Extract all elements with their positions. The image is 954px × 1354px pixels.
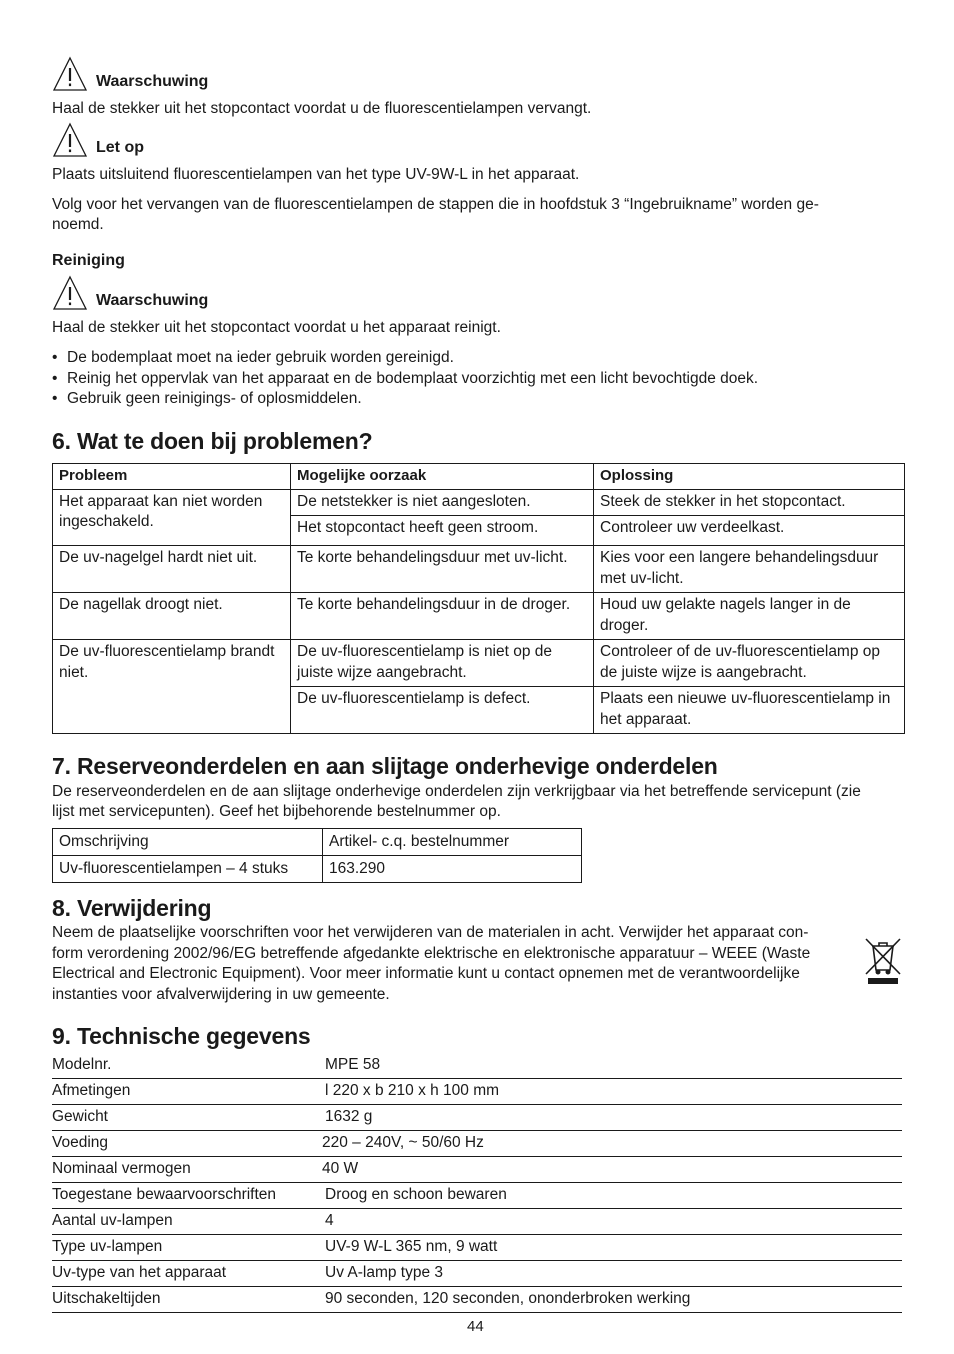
disposal-text-line: form verordening 2002/96/EG betreffende afgedankte elektrische en elektronische apparatuur – WEEE (Waste	[52, 945, 811, 962]
table-cell: Controleer of de uv-fluorescentielamp op de juiste wijze is aangebracht.	[594, 640, 905, 687]
spec-value: 90 seconden, 120 seconden, ononderbroken werking	[325, 1290, 691, 1307]
caution-block	[52, 122, 144, 158]
page-number: 44	[467, 1318, 484, 1335]
spec-value: UV-9 W-L 365 nm, 9 watt	[325, 1238, 498, 1255]
cleaning-bullet-list	[52, 348, 758, 410]
spec-value: Uv A-lamp type 3	[325, 1264, 444, 1281]
caution-title: Let op	[96, 139, 144, 156]
caution-text: Plaats uitsluitend fluorescentielampen van het type UV-9W-L in het apparaat.	[52, 166, 580, 183]
spec-label: Type uv-lampen	[52, 1238, 163, 1255]
spec-value: 40 W	[322, 1160, 359, 1177]
table-cell: De uv-nagelgel hardt niet uit.	[53, 546, 291, 593]
warning-triangle-icon	[52, 275, 88, 311]
disposal-text-line: Neem de plaatselijke voorschriften voor het verwijderen van de materialen in acht. Verwijder het apparaat con-	[52, 924, 809, 941]
table-cell: Te korte behandelingsduur in de droger.	[291, 593, 594, 640]
parts-table	[52, 828, 582, 883]
parts-intro-line: lijst met servicepunten). Geef het bijbehorende bestelnummer op.	[52, 803, 501, 820]
warning-block	[52, 275, 208, 311]
spec-label: Nominaal vermogen	[52, 1160, 191, 1177]
list-item: • Gebruik geen reinigings- of oplosmiddelen.	[52, 389, 758, 410]
follow-text-line: Volg voor het vervangen van de fluorescentielampen de stappen die in hoofdstuk 3 “Ingebruikname” worden ge-	[52, 196, 819, 213]
spec-label: Uv-type van het apparaat	[52, 1264, 227, 1281]
warning-title: Waarschuwing	[96, 73, 209, 90]
section-heading: 9. Technische gegevens	[52, 1023, 311, 1049]
table-row	[52, 1104, 902, 1131]
spec-label: Uitschakeltijden	[52, 1290, 161, 1307]
table-row	[53, 593, 905, 640]
table-cell: De uv-fluorescentielamp is niet op de juiste wijze aangebracht.	[291, 640, 594, 687]
warning-triangle-icon	[52, 56, 88, 92]
spec-value: 220 – 240V, ~ 50/60 Hz	[322, 1134, 484, 1151]
table-cell: De uv-fluorescentielamp is defect.	[291, 687, 594, 734]
table-header-row	[53, 829, 582, 856]
table-row	[52, 1208, 902, 1235]
warning-triangle-icon	[52, 122, 88, 158]
spec-label: Modelnr.	[52, 1056, 112, 1073]
table-cell: 163.290	[323, 856, 582, 883]
table-cell: Uv-fluorescentielampen – 4 stuks	[53, 856, 323, 883]
column-header: Oplossing	[594, 464, 905, 490]
spec-label: Gewicht	[52, 1108, 108, 1125]
table-row	[52, 1234, 902, 1261]
column-header: Artikel- c.q. bestelnummer	[323, 829, 582, 856]
cleaning-heading: Reiniging	[52, 252, 125, 269]
spec-value: l 220 x b 210 x h 100 mm	[325, 1082, 500, 1099]
table-row	[52, 1260, 902, 1287]
column-header: Omschrijving	[53, 829, 323, 856]
parts-intro-line: De reserveonderdelen en de aan slijtage onderhevige onderdelen zijn verkrijgbaar via het betreffende servicepunt (zie	[52, 783, 861, 800]
table-row	[52, 1182, 902, 1209]
warning-text: Haal de stekker uit het stopcontact voordat u het apparaat reinigt.	[52, 319, 501, 336]
warning-title: Waarschuwing	[96, 292, 209, 309]
spec-label: Toegestane bewaarvoorschriften	[52, 1186, 277, 1203]
tech-specs-table	[52, 1052, 904, 1312]
table-row	[52, 1156, 902, 1183]
table-cell: Controleer uw verdeelkast.	[594, 516, 905, 546]
section-heading: 7. Reserveonderdelen en aan slijtage onderhevige onderdelen	[52, 753, 718, 779]
table-row	[52, 1286, 902, 1313]
table-header-row	[53, 464, 905, 490]
warning-block	[52, 56, 208, 92]
section-heading: 6. Wat te doen bij problemen?	[52, 428, 373, 454]
list-item: • De bodemplaat moet na ieder gebruik worden gereinigd.	[52, 348, 758, 369]
follow-text-line: noemd.	[52, 216, 104, 233]
troubleshooting-table	[52, 463, 905, 734]
spec-label: Aantal uv-lampen	[52, 1212, 173, 1229]
table-row	[52, 1078, 902, 1105]
spec-value: 4	[325, 1212, 334, 1229]
spec-value: Droog en schoon bewaren	[325, 1186, 507, 1203]
column-header: Probleem	[53, 464, 291, 490]
list-item: • Reinig het oppervlak van het apparaat en de bodemplaat voorzichtig met een licht bevochtigde doek.	[52, 369, 758, 390]
table-cell: De netstekker is niet aangesloten.	[291, 489, 594, 516]
section-heading: 8. Verwijdering	[52, 895, 212, 921]
weee-crossed-bin-icon	[862, 934, 904, 986]
table-cell: Het apparaat kan niet worden ingeschakeld.	[53, 489, 291, 546]
disposal-text-line: instanties voor afvalverwijdering in uw gemeente.	[52, 986, 390, 1003]
disposal-text-line: Electrical and Electronic Equipment). Voor meer informatie kunt u contact opnemen met de verantwoordelijke	[52, 965, 800, 982]
table-cell: Het stopcontact heeft geen stroom.	[291, 516, 594, 546]
table-row	[53, 640, 905, 687]
table-cell: De nagellak droogt niet.	[53, 593, 291, 640]
table-cell: Steek de stekker in het stopcontact.	[594, 489, 905, 516]
warning-text: Haal de stekker uit het stopcontact voordat u de fluorescentielampen vervangt.	[52, 100, 592, 117]
table-row	[53, 856, 582, 883]
table-cell: Plaats een nieuwe uv-fluorescentielamp in het apparaat.	[594, 687, 905, 734]
table-row	[52, 1130, 902, 1157]
spec-label: Voeding	[52, 1134, 109, 1151]
table-cell: Kies voor een langere behandelingsduur met uv-licht.	[594, 546, 905, 593]
table-cell: Houd uw gelakte nagels langer in de droger.	[594, 593, 905, 640]
column-header: Mogelijke oorzaak	[291, 464, 594, 490]
table-row	[53, 489, 905, 516]
table-cell: De uv-fluorescentielamp brandt niet.	[53, 640, 291, 734]
spec-value: 1632 g	[325, 1108, 373, 1125]
spec-label: Afmetingen	[52, 1082, 131, 1099]
table-row	[53, 546, 905, 593]
spec-value: MPE 58	[325, 1056, 381, 1073]
table-row	[52, 1052, 902, 1079]
table-cell: Te korte behandelingsduur met uv-licht.	[291, 546, 594, 593]
